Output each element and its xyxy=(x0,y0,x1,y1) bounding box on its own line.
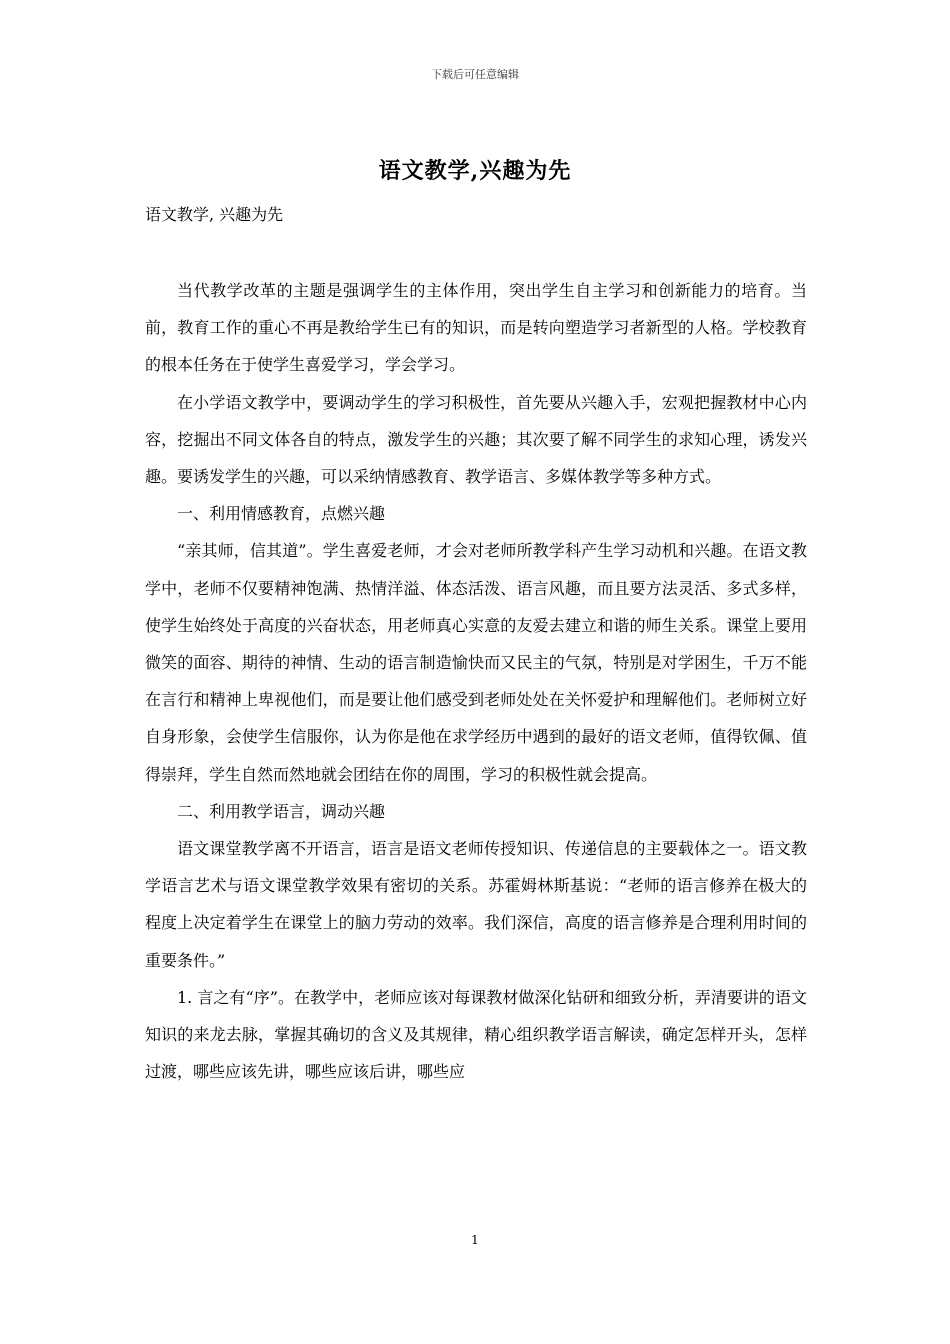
paragraph-order: 1. 言之有“序”。在教学中，老师应该对每课教材做深化钻研和细致分析，弄清要讲的语文知识的来龙去脉，掌握其确切的含义及其规律，精心组织教学语言解读，确定怎样开头，怎样过渡，哪些应该先讲，哪些应该后讲，哪些应 xyxy=(145,987,807,1082)
document-body xyxy=(145,272,807,1090)
paragraph-overview: 在小学语文教学中，要调动学生的学习积极性，首先要从兴趣入手，宏观把握教材中心内容，挖掘出不同文体各自的特点，激发学生的兴趣；其次要了解不同学生的求知心理，诱发兴趣。要诱发学生的兴趣，可以采纳情感教育、教学语言、多媒体教学等多种方式。 xyxy=(145,392,807,487)
paragraph-language: 语文课堂教学离不开语言，语言是语文老师传授知识、传递信息的主要载体之一。语文教学语言艺术与语文课堂教学效果有密切的关系。苏霍姆林斯基说：“老师的语言修养在极大的程度上决定着学生在课堂上的脑力劳动的效率。我们深信，高度的语言修养是合理利用时间的重要条件。” xyxy=(145,839,807,970)
document-title: 语文教学,兴趣为先 xyxy=(378,158,572,184)
paragraph-emotion: “亲其师，信其道”。学生喜爱老师，才会对老师所教学科产生学习动机和兴趣。在语文教学中，老师不仅要精神饱满、热情洋溢、体态活泼、语言风趣，而且要方法灵活、多式多样，使学生始终处于高度的兴奋状态，用老师真心实意的友爱去建立和谐的师生关系。课堂上要用微笑的面容、期待的神情、生动的语言制造愉快而又民主的气氛，特别是对学困生，千万不能在言行和精神上卑视他们，而是要让他们感受到老师处处在关怀爱护和理解他们。老师树立好自身形象，会使学生信服你，认为你是他在求学经历中遇到的最好的语文老师，值得钦佩、值得崇拜，学生自然而然地就会团结在你的周围，学习的积极性就会提高。 xyxy=(145,541,807,784)
paragraph-intro: 当代教学改革的主题是强调学生的主体作用，突出学生自主学习和创新能力的培育。当前，教育工作的重心不再是教给学生已有的知识，而是转向塑造学习者新型的人格。学校教育的根本任务在于使学生喜爱学习，学会学习。 xyxy=(145,281,807,375)
section-heading-2: 二、利用教学语言，调动兴趣 xyxy=(177,801,386,821)
page-number: 1 xyxy=(471,1233,479,1247)
document-subtitle: 语文教学, 兴趣为先 xyxy=(145,205,284,224)
section-heading-1: 一、利用情感教育，点燃兴趣 xyxy=(177,504,386,524)
page-header-note: 下载后可任意编辑 xyxy=(431,68,519,81)
